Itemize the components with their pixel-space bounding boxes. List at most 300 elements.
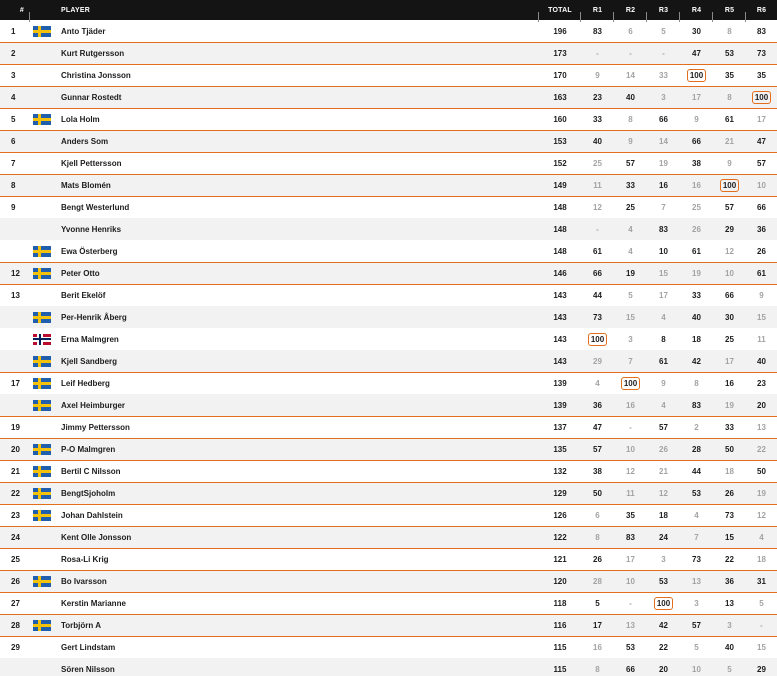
round-1-score bbox=[581, 115, 614, 124]
round-3-score bbox=[647, 71, 680, 80]
round-score: 61 bbox=[757, 269, 766, 278]
round-score: 26 bbox=[725, 489, 734, 498]
player-name[interactable]: Kent Olle Jonsson bbox=[61, 533, 132, 542]
round-score: 66 bbox=[757, 203, 766, 212]
table-row[interactable] bbox=[0, 64, 777, 86]
round-score: 9 bbox=[628, 137, 633, 146]
round-score: 8 bbox=[661, 334, 666, 344]
player-name[interactable]: Berit Ekelöf bbox=[61, 291, 106, 300]
round-score: 53 bbox=[626, 643, 635, 652]
round-3-score bbox=[647, 291, 680, 300]
round-1-score bbox=[581, 93, 614, 102]
round-score: 9 bbox=[595, 71, 600, 80]
player-name[interactable]: Christina Jonsson bbox=[61, 71, 131, 80]
round-2-score bbox=[614, 445, 647, 454]
round-score: 40 bbox=[725, 643, 734, 652]
best-round-score: 100 bbox=[588, 333, 607, 346]
round-5-score bbox=[713, 401, 746, 410]
table-row[interactable] bbox=[0, 438, 777, 460]
round-score: 14 bbox=[626, 71, 635, 80]
table-row[interactable] bbox=[0, 460, 777, 482]
round-score: 19 bbox=[725, 400, 734, 410]
round-score: 22 bbox=[757, 445, 766, 454]
round-score: 33 bbox=[626, 181, 635, 190]
round-score: 8 bbox=[595, 664, 600, 674]
table-row[interactable] bbox=[0, 504, 777, 526]
round-score: 26 bbox=[593, 555, 602, 564]
round-score: 13 bbox=[626, 621, 635, 630]
round-score: 66 bbox=[692, 137, 701, 146]
round-4-score bbox=[680, 291, 713, 300]
round-1-score bbox=[581, 511, 614, 520]
round-6-score bbox=[746, 357, 777, 366]
round-4-score bbox=[680, 115, 713, 124]
total-score: 121 bbox=[553, 555, 567, 564]
round-score: 66 bbox=[725, 291, 734, 300]
table-row[interactable] bbox=[0, 526, 777, 548]
table-row[interactable] bbox=[0, 196, 777, 218]
round-score: 3 bbox=[727, 621, 732, 630]
table-body bbox=[0, 20, 777, 676]
player-name[interactable]: Bertil C Nilsson bbox=[61, 467, 121, 476]
round-score: 33 bbox=[692, 291, 701, 300]
rank-cell: 13 bbox=[11, 291, 20, 300]
round-6-score bbox=[746, 335, 777, 344]
round-score: 47 bbox=[757, 137, 766, 146]
round-5-score bbox=[713, 511, 746, 520]
round-2-score bbox=[614, 599, 647, 608]
table-row[interactable] bbox=[0, 240, 777, 262]
rank-cell: 4 bbox=[11, 93, 16, 102]
flag-cell bbox=[30, 400, 55, 411]
flag-cell bbox=[30, 620, 55, 631]
round-4-score bbox=[680, 445, 713, 454]
rank-cell: 6 bbox=[11, 137, 16, 146]
total-score: 146 bbox=[553, 269, 567, 278]
round-4-score bbox=[680, 489, 713, 498]
table-row[interactable] bbox=[0, 174, 777, 196]
sweden-flag-icon bbox=[33, 268, 51, 279]
round-score: 10 bbox=[725, 269, 734, 278]
round-5-score bbox=[713, 71, 746, 80]
player-name[interactable]: Yvonne Henriks bbox=[61, 224, 122, 234]
round-5-score bbox=[713, 489, 746, 498]
round-score: 10 bbox=[659, 246, 668, 256]
round-5-score bbox=[713, 599, 746, 608]
round-score: 5 bbox=[727, 664, 732, 674]
player-name[interactable]: Kurt Rutgersson bbox=[61, 49, 125, 58]
player-name[interactable]: Johan Dahlstein bbox=[61, 511, 123, 520]
round-score: 7 bbox=[694, 533, 699, 542]
round-score: 73 bbox=[692, 555, 701, 564]
header-total: TOTAL bbox=[539, 7, 581, 14]
player-name[interactable]: Peter Otto bbox=[61, 269, 100, 278]
round-1-score bbox=[581, 533, 614, 542]
round-3-score bbox=[647, 247, 680, 256]
total-score: 148 bbox=[553, 246, 567, 256]
round-score: 83 bbox=[757, 26, 766, 36]
round-3-score bbox=[647, 269, 680, 278]
round-1-score bbox=[581, 577, 614, 586]
player-name[interactable]: Kjell Pettersson bbox=[61, 159, 122, 168]
round-6-score bbox=[746, 533, 777, 542]
round-score: 6 bbox=[628, 26, 633, 36]
round-score: 73 bbox=[725, 511, 734, 520]
table-row[interactable] bbox=[0, 570, 777, 592]
round-score: 8 bbox=[628, 115, 633, 124]
round-6-score bbox=[746, 203, 777, 212]
round-4-score bbox=[680, 423, 713, 432]
round-score: 21 bbox=[659, 467, 668, 476]
table-row[interactable] bbox=[0, 42, 777, 64]
round-score: 4 bbox=[759, 533, 764, 542]
round-score: 57 bbox=[757, 159, 766, 168]
round-score: 5 bbox=[661, 26, 666, 36]
round-score: 13 bbox=[692, 577, 701, 586]
round-1-score bbox=[581, 665, 614, 674]
round-score: 53 bbox=[692, 489, 701, 498]
round-6-score bbox=[746, 401, 777, 410]
player-name[interactable]: Lola Holm bbox=[61, 115, 100, 124]
round-6-score bbox=[746, 555, 777, 564]
round-1-score bbox=[581, 247, 614, 256]
round-5-score bbox=[713, 203, 746, 212]
table-row[interactable] bbox=[0, 86, 777, 108]
total-score: 139 bbox=[553, 379, 567, 388]
table-row[interactable] bbox=[0, 658, 777, 676]
round-score: 20 bbox=[757, 400, 766, 410]
round-score: 23 bbox=[757, 379, 766, 388]
table-row[interactable] bbox=[0, 152, 777, 174]
round-score: 11 bbox=[593, 181, 602, 190]
table-row[interactable] bbox=[0, 306, 777, 328]
round-4-score bbox=[680, 555, 713, 564]
round-score: 16 bbox=[626, 400, 635, 410]
player-name[interactable]: Anto Tjäder bbox=[61, 26, 106, 36]
round-score: 66 bbox=[659, 115, 668, 124]
round-6-score bbox=[746, 379, 777, 388]
round-score: 40 bbox=[692, 312, 701, 322]
best-round-score: 100 bbox=[752, 91, 771, 104]
round-score: 23 bbox=[593, 93, 602, 102]
rank-cell: 23 bbox=[11, 511, 20, 520]
round-score: 16 bbox=[692, 181, 701, 190]
round-score: 35 bbox=[626, 511, 635, 520]
total-score: 122 bbox=[553, 533, 567, 542]
round-score: 9 bbox=[727, 159, 732, 168]
round-score: 22 bbox=[659, 643, 668, 652]
round-2-score bbox=[614, 335, 647, 344]
sweden-flag-icon bbox=[33, 356, 51, 367]
round-1-score bbox=[581, 357, 614, 366]
rank-cell: 1 bbox=[11, 26, 16, 36]
total-score: 137 bbox=[553, 423, 567, 432]
round-6-score bbox=[746, 115, 777, 124]
table-row[interactable] bbox=[0, 130, 777, 152]
rank-cell: 3 bbox=[11, 71, 16, 80]
table-row[interactable] bbox=[0, 592, 777, 614]
round-score: 53 bbox=[725, 49, 734, 58]
round-4-score bbox=[680, 379, 713, 388]
round-3-score bbox=[647, 401, 680, 410]
round-score: 17 bbox=[725, 356, 734, 366]
sweden-flag-icon bbox=[33, 444, 51, 455]
round-score: 10 bbox=[626, 577, 635, 586]
round-4-score bbox=[680, 137, 713, 146]
round-score: 18 bbox=[692, 334, 701, 344]
round-score: 61 bbox=[659, 356, 668, 366]
round-score: - bbox=[596, 224, 599, 234]
round-score: 12 bbox=[626, 467, 635, 476]
table-row[interactable] bbox=[0, 262, 777, 284]
round-2-score bbox=[614, 577, 647, 586]
table-row[interactable] bbox=[0, 482, 777, 504]
round-score: 29 bbox=[757, 664, 766, 674]
round-score: 20 bbox=[659, 664, 668, 674]
sweden-flag-icon bbox=[33, 620, 51, 631]
round-score: 47 bbox=[593, 423, 602, 432]
round-6-score bbox=[746, 467, 777, 476]
player-name[interactable]: Mats Blomén bbox=[61, 181, 111, 190]
player-name[interactable]: Kerstin Marianne bbox=[61, 599, 126, 608]
player-name[interactable]: Torbjörn A bbox=[61, 621, 101, 630]
player-name[interactable]: Anders Som bbox=[61, 137, 109, 146]
round-score: 10 bbox=[757, 181, 766, 190]
round-score: 17 bbox=[692, 93, 701, 102]
round-score: 12 bbox=[725, 246, 734, 256]
player-name[interactable]: Sören Nilsson bbox=[61, 664, 115, 674]
round-score: 47 bbox=[692, 49, 701, 58]
round-2-score bbox=[614, 511, 647, 520]
player-name[interactable]: Gunnar Rostedt bbox=[61, 93, 122, 102]
round-score: 57 bbox=[692, 621, 701, 630]
round-score: 8 bbox=[694, 379, 699, 388]
table-row[interactable] bbox=[0, 350, 777, 372]
round-2-score bbox=[614, 423, 647, 432]
round-5-score bbox=[713, 225, 746, 234]
round-score: 38 bbox=[593, 467, 602, 476]
round-2-score bbox=[614, 621, 647, 630]
round-2-score bbox=[614, 247, 647, 256]
player-name[interactable]: Kjell Sandberg bbox=[61, 356, 118, 366]
round-5-score bbox=[713, 137, 746, 146]
flag-cell bbox=[30, 246, 55, 257]
sweden-flag-icon bbox=[33, 312, 51, 323]
rank-cell: 8 bbox=[11, 181, 16, 190]
player-name[interactable]: Per-Henrik Åberg bbox=[61, 312, 127, 322]
round-4-score bbox=[680, 467, 713, 476]
round-3-score bbox=[647, 555, 680, 564]
flag-cell bbox=[30, 488, 55, 499]
round-5-score bbox=[713, 115, 746, 124]
round-score: 2 bbox=[694, 423, 699, 432]
round-5-score bbox=[713, 179, 746, 192]
table-row[interactable] bbox=[0, 284, 777, 306]
flag-cell bbox=[30, 26, 55, 37]
player-name[interactable]: Leif Hedberg bbox=[61, 379, 110, 388]
round-1-score bbox=[581, 489, 614, 498]
round-2-score bbox=[614, 181, 647, 190]
round-score: 19 bbox=[659, 159, 668, 168]
round-score: 42 bbox=[659, 621, 668, 630]
total-score: 170 bbox=[553, 71, 567, 80]
player-name[interactable]: P-O Malmgren bbox=[61, 445, 116, 454]
table-row[interactable] bbox=[0, 108, 777, 130]
round-1-score bbox=[581, 291, 614, 300]
round-score: 83 bbox=[692, 400, 701, 410]
round-1-score bbox=[581, 467, 614, 476]
round-score: 8 bbox=[727, 26, 732, 36]
round-score: 17 bbox=[593, 621, 602, 630]
round-score: 44 bbox=[692, 467, 701, 476]
round-score: 9 bbox=[661, 379, 666, 388]
player-name[interactable]: Erna Malmgren bbox=[61, 334, 119, 344]
round-score: - bbox=[629, 599, 632, 608]
player-name[interactable]: Gert Lindstam bbox=[61, 643, 116, 652]
round-score: 30 bbox=[725, 312, 734, 322]
round-score: 25 bbox=[626, 203, 635, 212]
round-score: 53 bbox=[659, 577, 668, 586]
round-5-score bbox=[713, 291, 746, 300]
header-r5: R5 bbox=[713, 7, 746, 14]
round-score: 35 bbox=[725, 71, 734, 80]
table-row[interactable] bbox=[0, 20, 777, 42]
player-name[interactable]: Bengt Westerlund bbox=[61, 203, 130, 212]
round-1-score bbox=[581, 269, 614, 278]
player-name[interactable]: Rosa-Li Krig bbox=[61, 555, 109, 564]
round-score: 3 bbox=[694, 599, 699, 608]
best-round-score: 100 bbox=[621, 377, 640, 390]
round-3-score bbox=[647, 467, 680, 476]
total-score: 149 bbox=[553, 181, 567, 190]
round-3-score bbox=[647, 225, 680, 234]
round-score: 33 bbox=[659, 71, 668, 80]
table-row[interactable] bbox=[0, 372, 777, 394]
round-score: 12 bbox=[757, 511, 766, 520]
round-score: 3 bbox=[661, 555, 666, 564]
round-score: 83 bbox=[626, 533, 635, 542]
round-score: 19 bbox=[626, 269, 635, 278]
round-2-score bbox=[614, 665, 647, 674]
round-score: 25 bbox=[593, 159, 602, 168]
table-row[interactable] bbox=[0, 218, 777, 240]
round-5-score bbox=[713, 27, 746, 36]
round-5-score bbox=[713, 423, 746, 432]
table-row[interactable] bbox=[0, 636, 777, 658]
rank-cell: 19 bbox=[11, 423, 20, 432]
round-score: 3 bbox=[628, 334, 633, 344]
round-score: 3 bbox=[661, 93, 666, 102]
total-score: 126 bbox=[553, 511, 567, 520]
round-score: 36 bbox=[725, 577, 734, 586]
round-score: 57 bbox=[725, 203, 734, 212]
round-score: 57 bbox=[593, 445, 602, 454]
round-score: 83 bbox=[659, 224, 668, 234]
round-score: 25 bbox=[725, 334, 734, 344]
round-score: 8 bbox=[727, 93, 732, 102]
table-row[interactable] bbox=[0, 614, 777, 636]
table-row[interactable] bbox=[0, 416, 777, 438]
round-4-score bbox=[680, 69, 713, 82]
round-4-score bbox=[680, 599, 713, 608]
round-5-score bbox=[713, 159, 746, 168]
round-4-score bbox=[680, 621, 713, 630]
round-4-score bbox=[680, 511, 713, 520]
round-4-score bbox=[680, 643, 713, 652]
round-3-score bbox=[647, 489, 680, 498]
round-score: 29 bbox=[593, 356, 602, 366]
round-score: 42 bbox=[692, 356, 701, 366]
table-row[interactable] bbox=[0, 394, 777, 416]
round-score: 73 bbox=[593, 312, 602, 322]
total-score: 115 bbox=[553, 664, 567, 674]
round-5-score bbox=[713, 467, 746, 476]
total-score: 120 bbox=[553, 577, 567, 586]
player-name[interactable]: Jimmy Pettersson bbox=[61, 423, 130, 432]
round-score: 38 bbox=[692, 159, 701, 168]
round-4-score bbox=[680, 313, 713, 322]
round-score: - bbox=[760, 621, 763, 630]
round-2-score bbox=[614, 93, 647, 102]
total-score: 148 bbox=[553, 224, 567, 234]
round-score: 44 bbox=[593, 291, 602, 300]
rank-cell: 17 bbox=[11, 379, 20, 388]
round-1-score bbox=[581, 333, 614, 346]
total-score: 139 bbox=[553, 400, 567, 410]
round-score: 61 bbox=[593, 246, 602, 256]
round-score: 36 bbox=[757, 224, 766, 234]
table-row[interactable] bbox=[0, 548, 777, 570]
round-5-score bbox=[713, 357, 746, 366]
total-score: 132 bbox=[553, 467, 567, 476]
round-1-score bbox=[581, 643, 614, 652]
round-score: 10 bbox=[692, 664, 701, 674]
rank-cell: 26 bbox=[11, 577, 20, 586]
total-score: 118 bbox=[553, 599, 567, 608]
round-score: 12 bbox=[659, 489, 668, 498]
table-row[interactable] bbox=[0, 328, 777, 350]
rank-cell: 7 bbox=[11, 159, 16, 168]
round-score: 24 bbox=[659, 533, 668, 542]
round-score: 40 bbox=[757, 356, 766, 366]
rank-cell: 27 bbox=[11, 599, 20, 608]
round-2-score bbox=[614, 27, 647, 36]
header-r2: R2 bbox=[614, 7, 647, 14]
player-name[interactable]: Bo Ivarsson bbox=[61, 577, 107, 586]
flag-cell bbox=[30, 356, 55, 367]
round-score: 12 bbox=[593, 203, 602, 212]
round-score: 10 bbox=[626, 445, 635, 454]
round-score: 33 bbox=[725, 423, 734, 432]
player-name[interactable]: Axel Heimburger bbox=[61, 400, 126, 410]
round-1-score bbox=[581, 159, 614, 168]
rank-cell: 25 bbox=[11, 555, 20, 564]
round-5-score bbox=[713, 269, 746, 278]
rank-cell: 5 bbox=[11, 115, 16, 124]
round-4-score bbox=[680, 49, 713, 58]
round-6-score bbox=[746, 621, 777, 630]
total-score: 160 bbox=[553, 115, 567, 124]
round-4-score bbox=[680, 357, 713, 366]
round-4-score bbox=[680, 335, 713, 344]
player-name[interactable]: BengtSjoholm bbox=[61, 489, 116, 498]
round-score: 15 bbox=[757, 312, 766, 322]
rank-cell: 24 bbox=[11, 533, 20, 542]
round-score: 25 bbox=[692, 203, 701, 212]
player-name[interactable]: Ewa Österberg bbox=[61, 246, 118, 256]
round-score: 17 bbox=[626, 555, 635, 564]
table-header bbox=[0, 0, 777, 20]
